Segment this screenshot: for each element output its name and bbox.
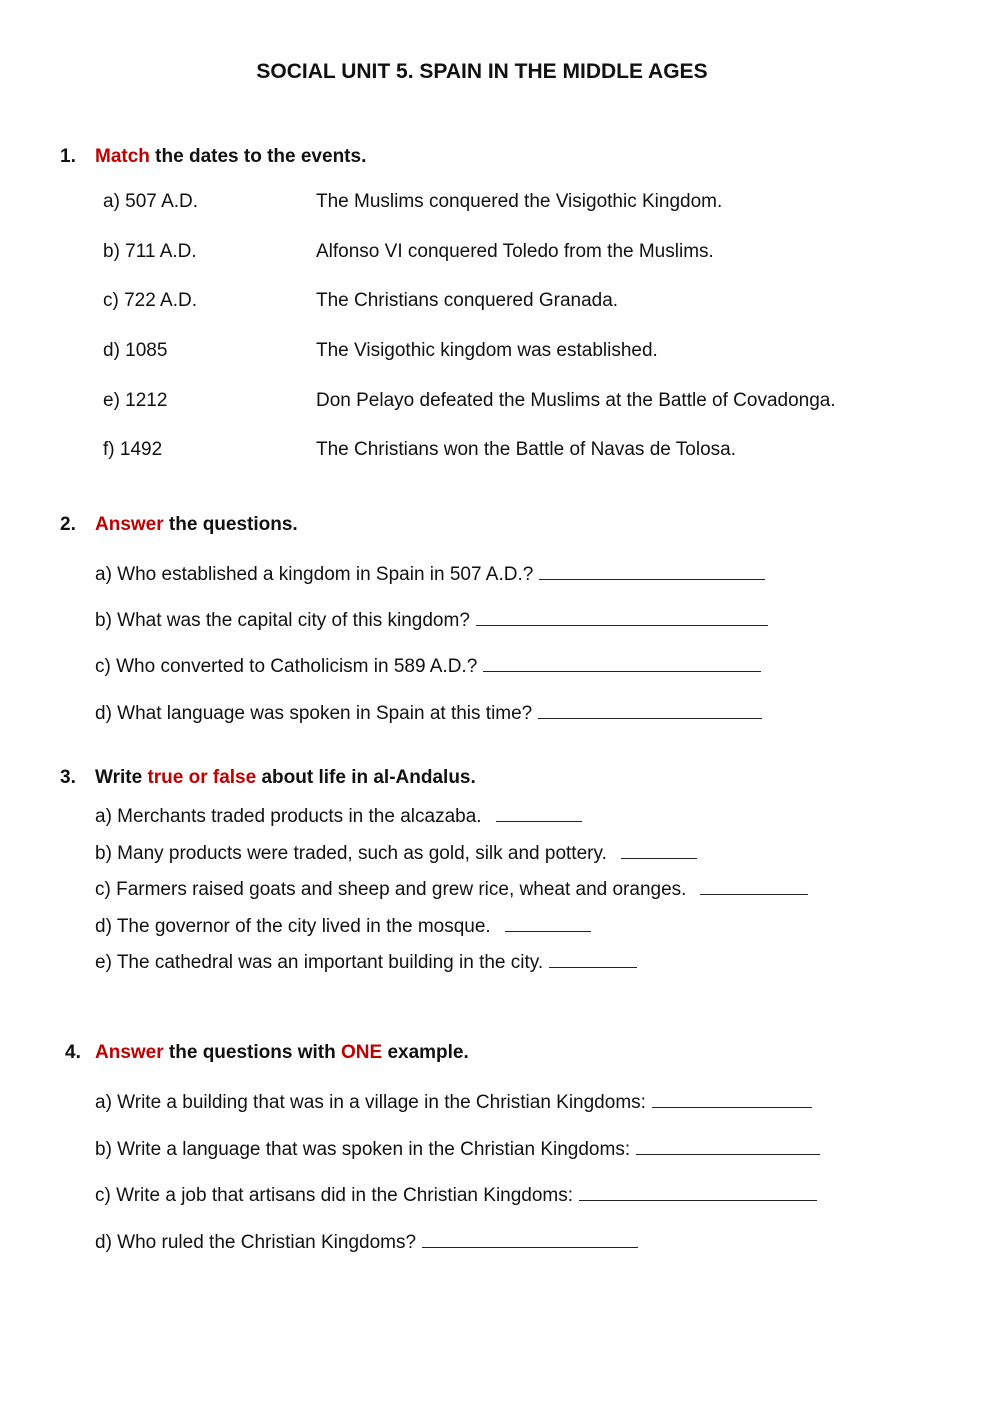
question-item — [95, 1089, 812, 1114]
question-item — [95, 1229, 638, 1254]
question-item — [95, 1136, 820, 1161]
question-text: b) What was the capital city of this kingdom? — [95, 610, 470, 631]
match-event[interactable]: Alfonso VI conquered Toledo from the Muslims. — [316, 241, 714, 262]
question-text: a) Who established a kingdom in Spain in 507 A.D.? — [95, 564, 534, 585]
question-1-heading — [60, 146, 366, 168]
answer-blank[interactable] — [579, 1182, 817, 1201]
question-text: c) Who converted to Catholicism in 589 A.D.? — [95, 656, 478, 677]
answer-blank[interactable] — [422, 1229, 638, 1248]
answer-blank[interactable] — [505, 913, 591, 932]
question-item — [95, 840, 697, 865]
match-date[interactable]: e) 1212 — [103, 390, 168, 411]
instruction-keyword: Answer — [95, 514, 164, 535]
question-number: 4. — [65, 1042, 81, 1063]
answer-blank[interactable] — [539, 561, 765, 580]
question-text: d) What language was spoken in Spain at this time? — [95, 703, 533, 724]
question-text: a) Merchants traded products in the alcazaba. — [95, 806, 482, 827]
question-item — [95, 876, 808, 901]
instruction-keyword: true or false — [147, 767, 257, 788]
question-item — [95, 607, 768, 632]
instruction-keyword: ONE — [340, 1042, 383, 1063]
match-event[interactable]: The Visigothic kingdom was established. — [316, 340, 658, 361]
question-number: 1. — [60, 146, 76, 167]
question-item — [95, 653, 761, 678]
question-text: e) The cathedral was an important building in the city. — [95, 952, 544, 973]
instruction-text: the questions with — [163, 1042, 341, 1063]
match-event[interactable]: The Christians won the Battle of Navas de Tolosa. — [316, 439, 736, 460]
question-text: a) Write a building that was in a village in the Christian Kingdoms: — [95, 1092, 646, 1113]
match-date[interactable]: c) 722 A.D. — [103, 290, 197, 311]
question-4-heading — [65, 1042, 469, 1064]
answer-blank[interactable] — [652, 1089, 812, 1108]
question-text: d) The governor of the city lived in the mosque. — [95, 916, 491, 937]
question-text: b) Write a language that was spoken in the Christian Kingdoms: — [95, 1139, 631, 1160]
question-number: 2. — [60, 514, 76, 535]
instruction-text: the dates to the events. — [149, 146, 367, 167]
instruction-keyword: Match — [95, 146, 150, 167]
answer-blank[interactable] — [549, 949, 637, 968]
match-date[interactable]: a) 507 A.D. — [103, 191, 199, 212]
page-title: SOCIAL UNIT 5. SPAIN IN THE MIDDLE AGES — [256, 60, 708, 83]
question-text: c) Write a job that artisans did in the Christian Kingdoms: — [95, 1185, 574, 1206]
question-item — [95, 949, 637, 974]
answer-blank[interactable] — [700, 876, 808, 895]
answer-blank[interactable] — [476, 607, 768, 626]
match-event[interactable]: The Christians conquered Granada. — [316, 290, 619, 311]
question-text: d) Who ruled the Christian Kingdoms? — [95, 1232, 417, 1253]
instruction-text: about life in al-Andalus. — [256, 767, 476, 788]
question-item — [95, 1182, 817, 1207]
instruction-text: example. — [382, 1042, 469, 1063]
match-date[interactable]: b) 711 A.D. — [103, 241, 197, 262]
match-event[interactable]: The Muslims conquered the Visigothic Kingdom. — [316, 191, 723, 212]
match-date[interactable]: f) 1492 — [103, 439, 163, 460]
match-date[interactable]: d) 1085 — [103, 340, 168, 361]
question-item — [95, 700, 762, 725]
answer-blank[interactable] — [636, 1136, 820, 1155]
instruction-text: the questions. — [163, 514, 298, 535]
answer-blank[interactable] — [621, 840, 697, 859]
question-item — [95, 913, 591, 938]
match-event[interactable]: Don Pelayo defeated the Muslims at the Battle of Covadonga. — [316, 390, 836, 411]
answer-blank[interactable] — [483, 653, 761, 672]
question-text: c) Farmers raised goats and sheep and grew rice, wheat and oranges. — [95, 879, 687, 900]
question-2-heading — [60, 514, 298, 536]
question-item — [95, 803, 582, 828]
question-item — [95, 561, 765, 586]
answer-blank[interactable] — [538, 700, 762, 719]
question-number: 3. — [60, 767, 76, 788]
instruction-text: Write — [95, 767, 148, 788]
instruction-keyword: Answer — [95, 1042, 164, 1063]
answer-blank[interactable] — [496, 803, 582, 822]
question-3-heading — [60, 767, 476, 789]
question-text: b) Many products were traded, such as gold, silk and pottery. — [95, 843, 607, 864]
